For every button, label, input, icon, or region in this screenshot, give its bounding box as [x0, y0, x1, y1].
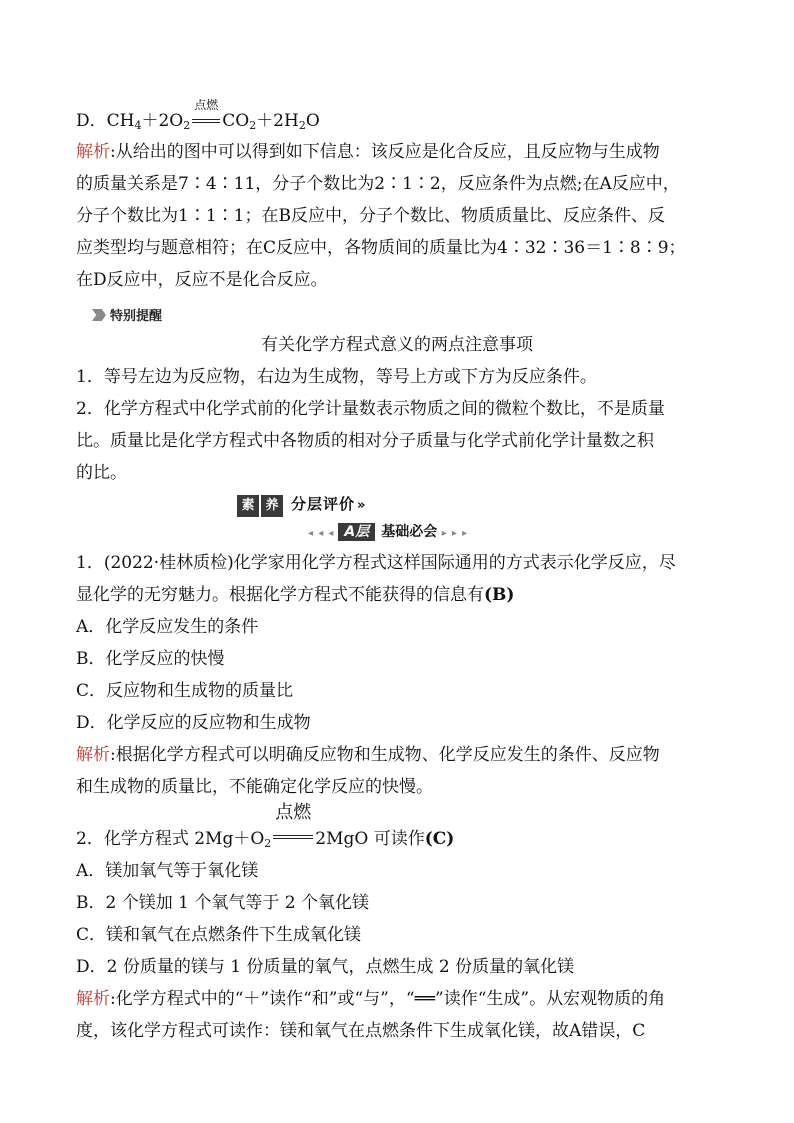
option-text: C．反应物和生成物的质量比: [76, 681, 294, 701]
analysis-text: :根据化学方程式可以明确反应物和生成物、化学反应发生的条件、反应物: [110, 745, 660, 765]
analysis-line: [76, 205, 726, 227]
question-2-analysis: [76, 1020, 726, 1042]
option-text: D．化学反应的反应物和生成物: [76, 713, 311, 733]
analysis-line: [76, 269, 726, 291]
special-tip-label: [92, 308, 162, 326]
question-1-analysis: [76, 776, 726, 798]
analysis-text: :从给出的图中可以得到如下信息：该反应是化合反应，且反应物与生成物: [110, 142, 660, 162]
analysis-line: [76, 141, 726, 163]
question-1-option: [76, 616, 726, 638]
tip-point-text: 的比。: [76, 463, 127, 483]
option-text: D．2 份质量的镁与 1 份质量的氧气，点燃生成 2 份质量的氧化镁: [76, 957, 575, 977]
tip-point-text: 2．化学方程式中化学式前的化学计量数表示物质之间的微粒个数比，不是质量: [76, 399, 665, 419]
section-banner: [237, 492, 365, 516]
level-banner: [308, 522, 468, 542]
analysis-line: [76, 173, 726, 195]
question-text: 显化学的无穷魅力。根据化学方程式不能获得的信息有: [76, 585, 484, 605]
tip-point-text: 比。质量比是化学方程式中各物质的相对分子质量与化学式前化学计量数之积: [76, 431, 654, 451]
tip-point: [76, 462, 726, 484]
eq-text: ＋2H: [256, 111, 299, 131]
question-1-option: [76, 680, 726, 702]
reaction-condition-sign: [192, 98, 220, 132]
question-2-option: [76, 892, 726, 914]
question-1-option: [76, 712, 726, 734]
analysis-text: 应类型均与题意相符；在C反应中，各物质间的质量比为4∶32∶36＝1∶8∶9；: [76, 238, 686, 258]
analysis-text: 和生成物的质量比，不能确定化学反应的快慢。: [76, 777, 433, 797]
option-text: A．镁加氧气等于氧化镁: [76, 861, 259, 881]
question-1-stem: [76, 552, 726, 574]
analysis-text: 的质量关系是7∶4∶11，分子个数比为2∶1∶2，反应条件为点燃;在A反应中，: [76, 174, 680, 194]
question-text: 2．化学方程式 2Mg＋O: [76, 829, 265, 849]
eq-sub: 2: [298, 119, 306, 132]
eq-text: CO: [222, 111, 250, 131]
question-text: 1．(2022·桂林质检)化学家用化学方程式这样国际通用的方式表示化学反应，尽: [76, 553, 676, 573]
option-text: B．2 个镁加 1 个氧气等于 2 个氧化镁: [76, 893, 369, 913]
tip-label-text: 特别提醒: [110, 309, 163, 324]
tip-title: 有关化学方程式意义的两点注意事项: [261, 335, 533, 355]
option-d-equation: [76, 98, 726, 132]
eq-text: O: [305, 111, 320, 131]
eq-sub: 2: [264, 837, 272, 850]
eq-text: D．CH: [76, 111, 135, 131]
tip-arrow-icon: [92, 309, 106, 321]
option-text: A．化学反应发生的条件: [76, 617, 259, 637]
question-text: 2MgO 可读作: [315, 829, 425, 849]
question-2-stem: [76, 802, 726, 850]
banner-box: 素: [237, 495, 259, 517]
analysis-text: 分子个数比为1∶1∶1；在B反应中，分子个数比、物质质量比、反应条件、反: [76, 206, 665, 226]
question-2-option: [76, 924, 726, 946]
double-arrow-icon: »: [357, 498, 366, 513]
question-2-option: [76, 860, 726, 882]
reaction-condition-sign: [273, 802, 313, 850]
level-badge: A层: [338, 523, 375, 541]
banner-box: 养: [261, 495, 283, 517]
dots-left-icon: ◂ ◂ ◂: [308, 528, 335, 539]
question-2-answer: (C): [424, 829, 455, 849]
analysis-label: 解析: [76, 989, 110, 1009]
level-label: 基础必会: [381, 524, 438, 540]
option-text: B．化学反应的快慢: [76, 649, 225, 669]
analysis-text: 在D反应中，反应不是化合反应。: [76, 270, 328, 290]
condition-label: 点燃: [275, 802, 312, 823]
eq-text: ＋2O: [141, 111, 184, 131]
question-1-option: [76, 648, 726, 670]
analysis-text: 度，该化学方程式可读作：镁和氧气在点燃条件下生成氧化镁，故A错误，C: [76, 1021, 646, 1041]
dots-right-icon: ▸ ▸ ▸: [441, 528, 469, 539]
tip-point-text: 1．等号左边为反应物，右边为生成物，等号上方或下方为反应条件。: [76, 367, 597, 387]
tip-point: [76, 398, 726, 420]
question-2-option: [76, 956, 726, 978]
question-1-stem: [76, 584, 726, 606]
question-1-answer: (B): [484, 585, 515, 605]
analysis-label: 解析: [76, 142, 110, 162]
analysis-text: :化学方程式中的“＋”读作“和”或“与”，“══”读作“生成”。从宏观物质的角: [110, 989, 666, 1009]
question-1-analysis: [76, 744, 726, 766]
analysis-line: [76, 237, 726, 259]
tip-point: [76, 430, 726, 452]
tip-point: [76, 366, 726, 388]
question-2-analysis: [76, 988, 726, 1010]
banner-label: 分层评价: [291, 495, 356, 513]
eq-sub: 2: [249, 119, 257, 132]
condition-label: 点燃: [194, 98, 219, 112]
eq-sub: 4: [134, 119, 142, 132]
analysis-label: 解析: [76, 745, 110, 765]
option-text: C．镁和氧气在点燃条件下生成氧化镁: [76, 925, 362, 945]
eq-sub: 2: [183, 119, 191, 132]
